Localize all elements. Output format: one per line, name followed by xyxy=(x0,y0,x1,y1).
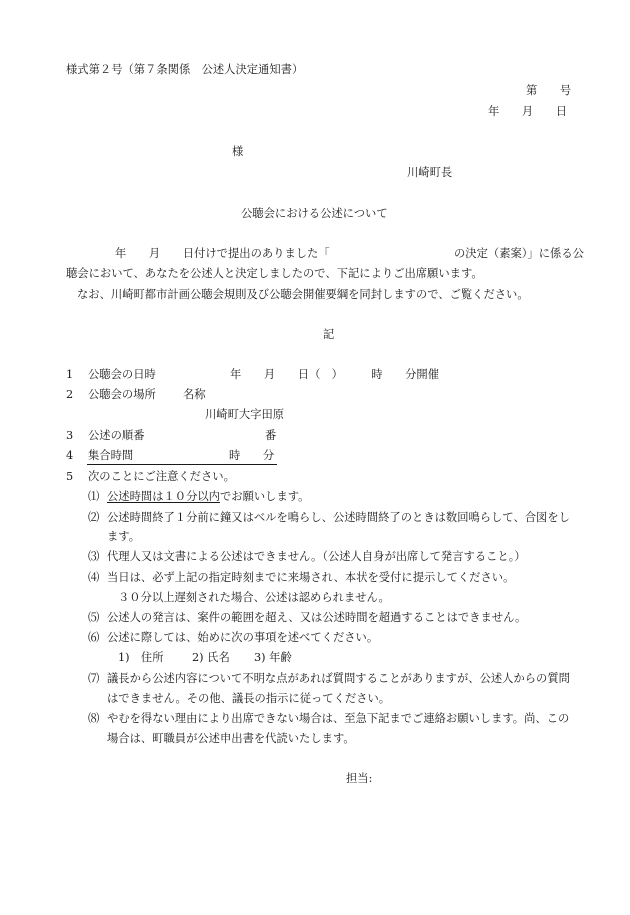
item-5-number: 5 xyxy=(66,470,74,483)
note-1-underlined: 公述時間は１０分以内 xyxy=(107,490,220,503)
body-line1-date: 年 月 日付けで提出のありました「 xyxy=(115,247,330,260)
subject-title: 公聴会における公述について xyxy=(241,207,388,220)
item-4-value: 時 分 xyxy=(229,449,275,462)
note-8-line1: やむを得ない理由により出席できない場合は、至急下記までご連絡お願いします。尚、この xyxy=(107,712,570,725)
contact-label: 担当: xyxy=(346,772,373,785)
body-line3: なお、川崎町都市計画公聴会規則及び公聴会開催要綱を同封しますので、ご覧ください。 xyxy=(77,288,529,301)
note-3-text: 代理人又は文書による公述はできません。（公述人自身が出席して発言すること。） xyxy=(107,550,526,563)
document-number: 第 号 xyxy=(526,84,572,97)
note-1-mark: ⑴ xyxy=(88,490,100,503)
item-2-address: 川崎町大字田原 xyxy=(205,408,285,421)
note-5-mark: ⑸ xyxy=(88,611,100,624)
note-2-line1: 公述時間終了１分前に鐘又はベルを鳴らし、公述時間終了のときは数回鳴らして、合図をし xyxy=(107,511,570,524)
document-date: 年 月 日 xyxy=(488,105,568,118)
addressee-honorific: 様 xyxy=(232,145,244,158)
note-3-mark: ⑶ xyxy=(88,550,100,563)
item-4-number: 4 xyxy=(66,449,74,462)
note-6-sub-name: 2) 氏名 xyxy=(192,651,230,664)
note-2-line2: ます。 xyxy=(107,530,140,543)
item-3-value: 番 xyxy=(265,429,277,442)
sender-name: 川崎町長 xyxy=(407,166,453,179)
note-4-line1: 当日は、必ず上記の指定時刻までに来場され、本状を受付に提示してください。 xyxy=(107,571,515,584)
item-4-label: 集合時間 xyxy=(88,449,134,462)
note-6-sub-address: 1) 住所 xyxy=(118,651,164,664)
item-4-underline xyxy=(87,464,277,465)
note-6-text: 公述に際しては、始めに次の事項を述べてください。 xyxy=(107,631,379,644)
note-8-line2: 場合は、町職員が公述申出書を代読いたします。 xyxy=(107,732,355,745)
note-7-line2: はできません。その他、議長の指示に従ってください。 xyxy=(107,692,391,705)
body-line1-end: の決定（素案）」に係る公 xyxy=(454,247,584,260)
note-1-text: でお願いします。 xyxy=(219,490,310,503)
note-8-mark: ⑻ xyxy=(88,712,100,725)
item-2-label: 公聴会の場所 xyxy=(88,388,156,401)
item-1-label: 公聴会の日時 xyxy=(88,368,156,381)
note-2-mark: ⑵ xyxy=(88,511,100,524)
item-1-value: 年 月 日（ ） 時 分開催 xyxy=(230,368,439,381)
ki-heading: 記 xyxy=(323,328,335,341)
item-1-number: 1 xyxy=(66,368,74,381)
note-4-line2: ３０分以上遅刻された場合、公述は認められません。 xyxy=(118,591,390,604)
note-6-sub-age: 3) 年齢 xyxy=(254,651,292,664)
note-7-mark: ⑺ xyxy=(88,672,100,685)
item-3-number: 3 xyxy=(66,429,74,442)
item-2-number: 2 xyxy=(66,388,74,401)
note-7-line1: 議長から公述内容について不明な点があれば質問することがありますが、公述人からの質問 xyxy=(107,672,570,685)
form-title: 様式第２号（第７条関係 公述人決定通知書） xyxy=(66,63,304,76)
item-5-label: 次のことにご注意ください。 xyxy=(88,470,235,483)
note-5-text: 公述人の発言は、案件の範囲を超え、又は公述時間を超過することはできません。 xyxy=(107,611,527,624)
note-6-mark: ⑹ xyxy=(88,631,100,644)
item-3-label: 公述の順番 xyxy=(88,429,145,442)
body-line2: 聴会において、あなたを公述人と決定しましたので、下記によりご出席願います。 xyxy=(66,267,483,280)
item-2-sub-label: 名称 xyxy=(183,388,206,401)
note-4-mark: ⑷ xyxy=(88,571,100,584)
